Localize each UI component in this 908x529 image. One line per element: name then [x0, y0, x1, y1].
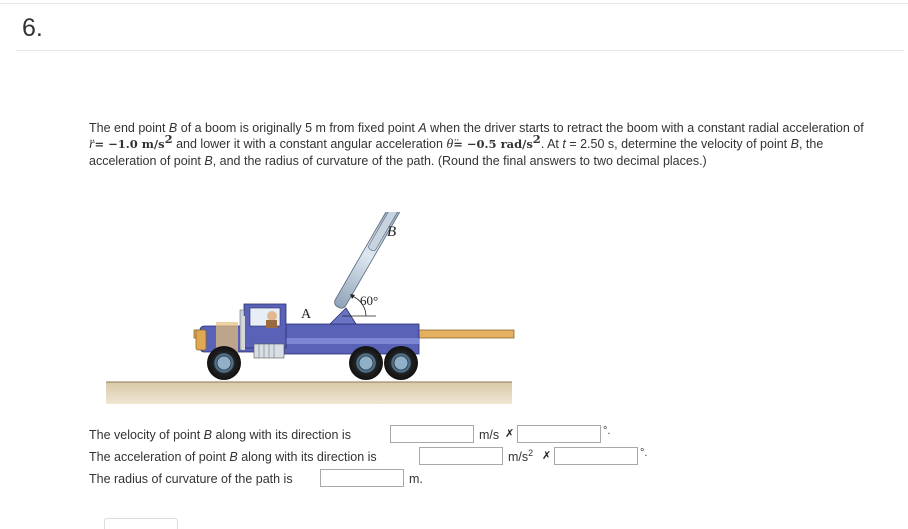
problem-text: The end point	[89, 121, 169, 135]
superscript: 2	[164, 131, 173, 146]
label-text: along with its direction is	[237, 450, 377, 464]
angular-accel-value: = −0.5 rad/s	[453, 137, 533, 151]
theta-ddot-symbol: θ̈	[446, 137, 454, 152]
var-A: A	[418, 121, 427, 135]
r-ddot-symbol: r̈	[89, 137, 95, 152]
acceleration-direction-input[interactable]	[554, 447, 638, 465]
problem-text: , and the radius of curvature of the path. (Round the final answers to two decimal places.)	[212, 154, 707, 168]
velocity-degree-unit: °.	[603, 425, 611, 437]
angle-label: 60°	[360, 293, 379, 308]
partially-visible-button[interactable]	[104, 518, 178, 529]
acceleration-input[interactable]	[419, 447, 503, 465]
label-B: B	[387, 224, 397, 240]
velocity-unit: m/s	[479, 428, 500, 442]
var-t: t	[562, 137, 566, 151]
var-B: B	[229, 450, 238, 464]
velocity-label	[89, 428, 351, 442]
radial-accel-value: = −1.0 m/s	[94, 137, 165, 151]
problem-statement	[89, 120, 879, 169]
front-wheel	[207, 346, 241, 380]
problem-text: of a boom is originally 5 m from fixed point	[177, 121, 419, 135]
truck-boom-figure	[104, 212, 516, 408]
superscript: 2	[528, 447, 534, 458]
problem-text: , the acceleration of point	[89, 137, 824, 168]
radius-input[interactable]	[320, 469, 404, 487]
rear-wheel-1	[349, 346, 383, 380]
acceleration-unit	[508, 447, 534, 464]
ground	[106, 382, 512, 404]
question-number: 6.	[22, 14, 43, 42]
problem-text: . At	[540, 137, 563, 151]
acceleration-row	[89, 447, 669, 467]
unit-text: m/s	[508, 450, 529, 464]
label-A: A	[301, 307, 312, 322]
var-B: B	[790, 137, 799, 151]
label-text: along with its direction is	[212, 428, 351, 442]
acceleration-degree-unit: °.	[640, 447, 648, 459]
label-text: The acceleration of point	[89, 450, 230, 464]
problem-text: when the driver starts to retract the boom with a constant radial acceleration of	[426, 121, 864, 135]
radius-row	[89, 469, 449, 489]
problem-text: and lower it with a constant angular acceleration	[172, 137, 447, 151]
velocity-input[interactable]	[390, 425, 474, 443]
acceleration-incorrect-icon: ✗	[542, 450, 552, 462]
var-B: B	[204, 154, 213, 168]
rear-wheel-2	[384, 346, 418, 380]
problem-text: = 2.50 s, determine the velocity of point	[565, 137, 791, 151]
var-B: B	[168, 121, 178, 135]
top-divider	[0, 3, 908, 4]
velocity-direction-input[interactable]	[517, 425, 601, 443]
radius-unit: m.	[409, 472, 423, 486]
label-text: The velocity of point	[89, 428, 204, 442]
question-divider	[16, 50, 904, 51]
acceleration-label	[89, 450, 377, 464]
velocity-row	[89, 425, 649, 445]
superscript: 2	[532, 131, 541, 146]
radius-label: The radius of curvature of the path is	[89, 472, 293, 486]
var-B: B	[203, 428, 212, 442]
velocity-incorrect-icon: ✗	[505, 428, 515, 440]
